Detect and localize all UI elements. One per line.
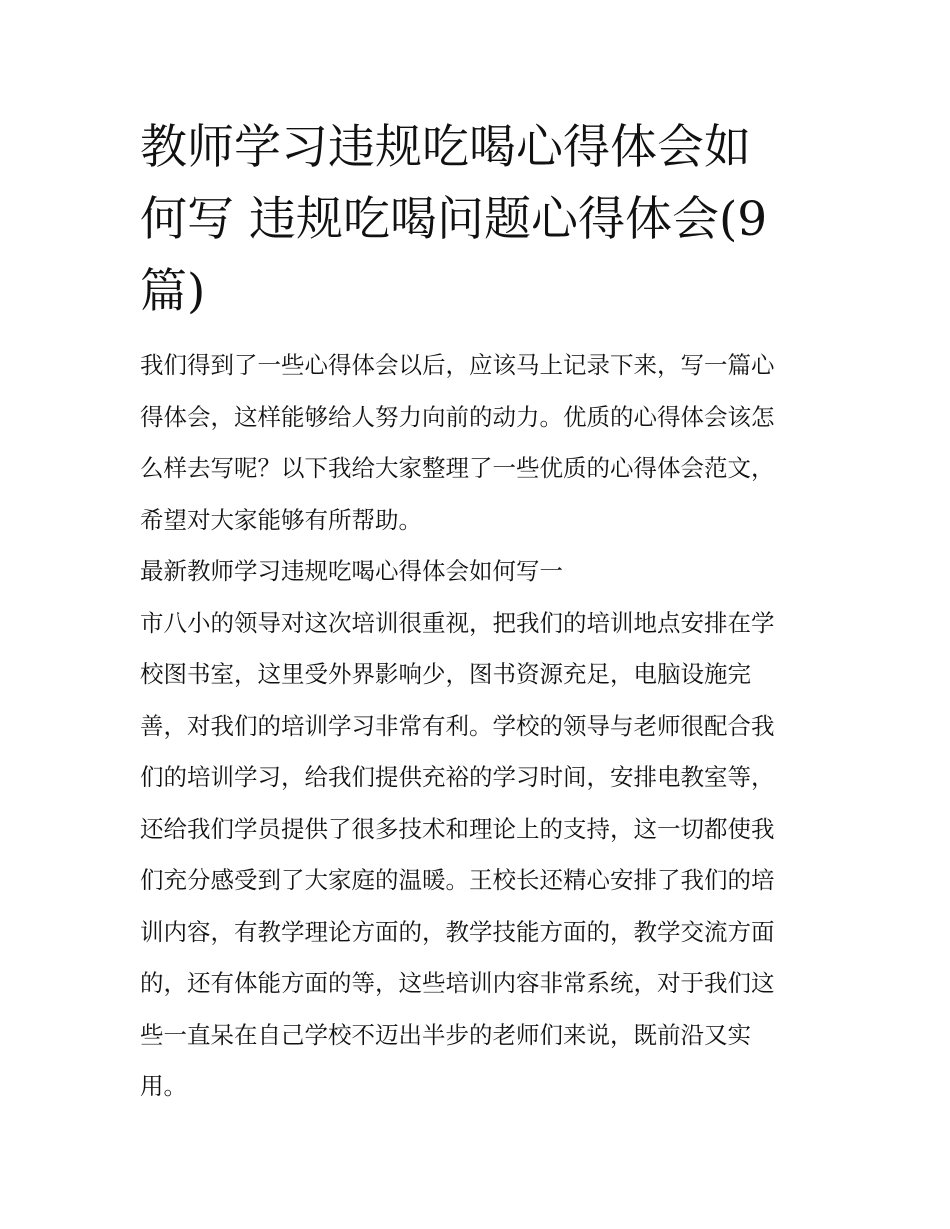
- section-line: 些一直呆在自己学校不迈出半步的老师们来说，既前沿又实: [140, 1020, 751, 1049]
- title-line: 何写 违规吃喝问题心得体会(9: [140, 192, 768, 247]
- title-line: 教师学习违规吃喝心得体会如: [140, 120, 751, 175]
- intro-paragraph: [140, 340, 815, 546]
- section-line: 校图书室，这里受外界影响少，图书资源充足，电脑设施完: [140, 660, 751, 688]
- section-line: 还给我们学员提供了很多技术和理论上的支持，这一切都使我: [140, 814, 775, 843]
- section-line: 训内容，有教学理论方面的，教学技能方面的，教学交流方面: [140, 917, 775, 946]
- section-paragraph: [140, 598, 815, 1113]
- intro-line: 么样去写呢？以下我给大家整理了一些优质的心得体会范文，: [140, 454, 775, 482]
- section-line: 市八小的领导对这次培训很重视，把我们的培训地点安排在学: [140, 608, 775, 637]
- section-heading: 最新教师学习违规吃喝心得体会如何写一: [140, 557, 563, 585]
- intro-line: 希望对大家能够有所帮助。: [140, 505, 422, 534]
- section-line: 们的培训学习，给我们提供充裕的学习时间，安排电教室等，: [140, 763, 775, 791]
- section-line: 的，还有体能方面的等，这些培训内容非常系统，对于我们这: [140, 969, 775, 997]
- section-line: 用。: [140, 1072, 187, 1100]
- title-line: 篇): [140, 264, 206, 319]
- document-page: [140, 112, 815, 1113]
- intro-line: 我们得到了一些心得体会以后，应该马上记录下来，写一篇心: [140, 351, 775, 379]
- intro-line: 得体会，这样能够给人努力向前的动力。优质的心得体会该怎: [140, 402, 775, 431]
- section-line: 善，对我们的培训学习非常有利。学校的领导与老师很配合我: [140, 711, 775, 740]
- section-line: 们充分感受到了大家庭的温暖。王校长还精心安排了我们的培: [140, 866, 775, 894]
- document-title: [140, 112, 815, 328]
